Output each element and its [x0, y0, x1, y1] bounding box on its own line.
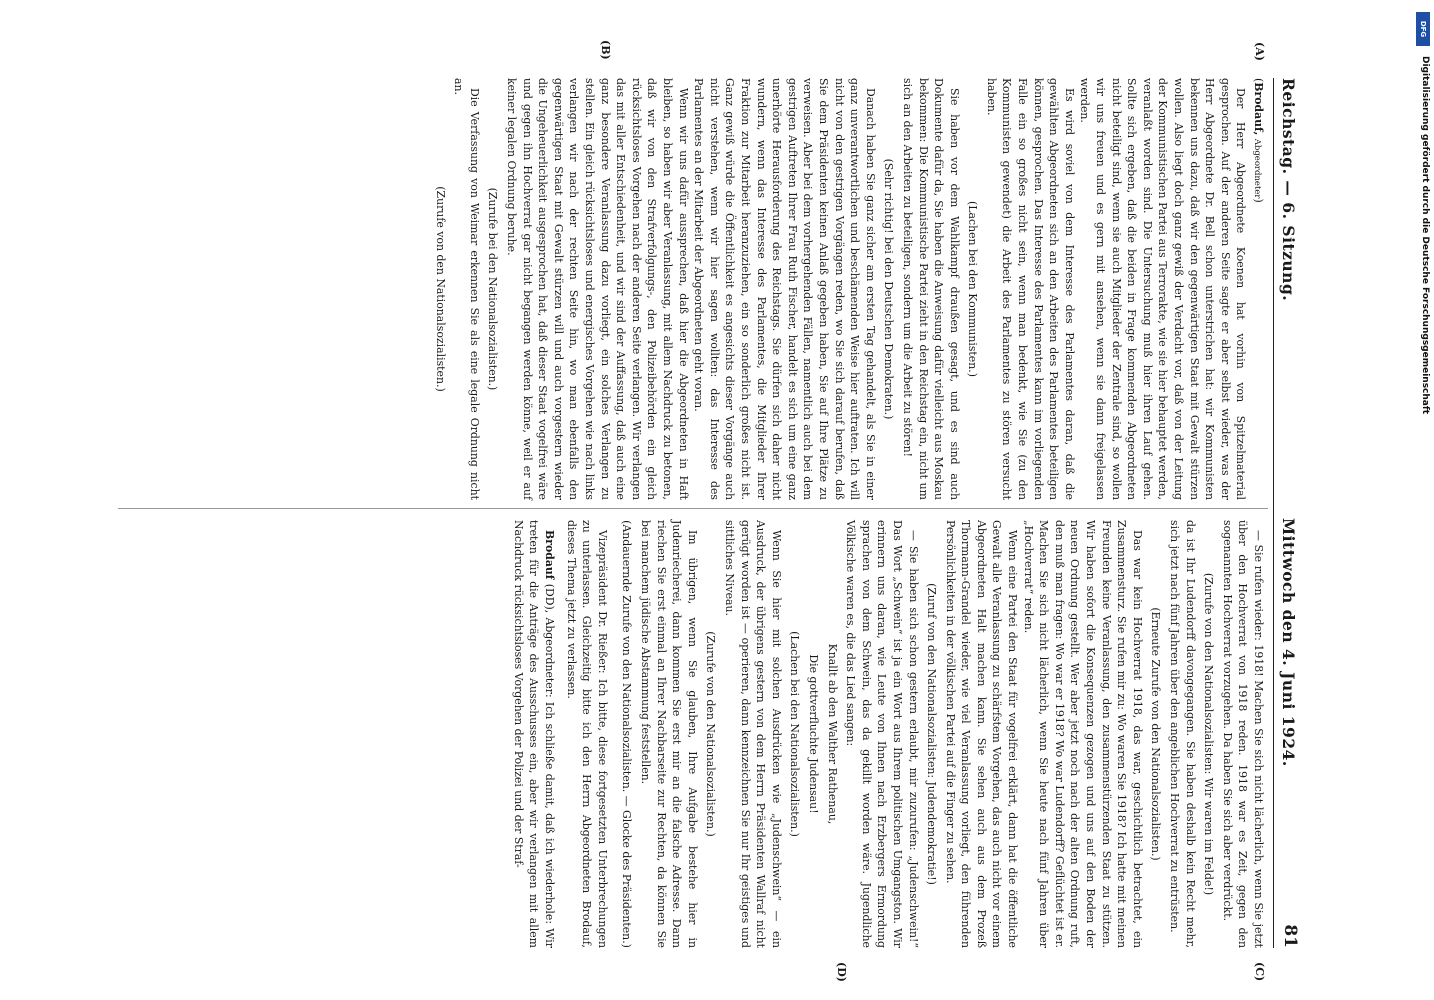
paragraph: Wenn Sie hier mit solchen Ausdrücken wie „Judenschwein“ — ein Ausdruck, der übrigens gestern von dem Herrn Präsidenten Wallraf nicht gerügt worden ist — operieren, dann kennzeichnen Sie nur Ihr geistiges und sittliches Niveau. — [723, 520, 783, 948]
paragraph: Es wird soviel von dem Interesse des Parlamentes daran, daß die gewählten Abgeordneten sich an den Arbeiten des Parlamentes beteiligen können, gesprochen. Das Interesse des Parlamentes kann im vorliegenden Falle ein so großes nicht sein, wenn man bedenkt, wie Sie (zu den Kommunisten gewendet) die Arbeit des Parlamentes zu stören versucht haben. — [984, 78, 1076, 500]
margin-marker-c: (C) — [1253, 962, 1266, 982]
margin-marker-b: (B) — [599, 40, 612, 60]
paragraph: Wenn eine Partei den Staat für vogelfrei erklärt, dann hat die öffentliche Gewalt alle Veranlassung zu schärfstem Vorgehen, das auch nicht vor einem Abgeordneten Halt machen kann. Sie sehen auch aus dem Prozeß Thormann-Grandel wieder, wie viel Veranlassung vorliegt, den führenden Persönlichkeiten in der völkischen Partei auf die Finger zu sehen. — [943, 520, 1020, 948]
running-header — [1273, 78, 1300, 948]
verse-line: Knallt ab den Walther Rathenau, — [825, 643, 839, 825]
paragraph: Der Herr Abgeordnete Koenen hat vorhin von Spitzelmaterial gesprochen. Auf der anderen Seite sagte er aber selbst wieder, was der Herr Abgeordnete Dr. Bell schon unterstrichen hat: wir Kommunisten bekennen uns dazu, daß wir den gegenwärtigen Staat mit Gewalt stürzen wollen. Also liegt doch ganz gewiß der Verdacht vor, daß von der Leitung der Kommunistischen Partei aus Terrorakte, wie sie hier behauptet werden, veranlaßt worden sind. Die Untersuchung muß hier ihren Lauf gehen. Sollte sich ergeben, daß die beiden in Frage kommenden Abgeordneten nicht beteiligt sind, wenn sie auch Mitglieder der Zentrale sind, so wollen wir uns freuen und es gern mit ansehen, wenn sie dann freigelassen werden. — [1078, 78, 1248, 500]
interjection: (Lachen bei den Nationalsozialisten.) — [788, 631, 802, 837]
paragraph: Wenn wir uns dafür aussprechen, daß hier die Abgeordneten in Haft bleiben, so haben wir aber Veranlassung, mit allem Nachdruck zu betonen, daß wir von den Strafverfolgungs-, den Polizeibehörden ein gleich rücksichtsloses Vorgehen nach der anderen Seite verlangen. Wir verlangen das mit aller Entschiedenheit, und wir sind der Auffassung, daß auch eine ganz besondere Veranlassung dazu vorliegt, ein solches Verlangen zu stellen. Ein gleich rücksichtsloses und energisches Vorgehen wie nach links verlangen wir nach der rechten Seite hin, wo man ebenfalls den gegenwärtigen Staat mit Gewalt stürzen will und auch vorgestern wieder die Ungeheuerlichkeit ausgesprochen hat, daß dieser Staat vogelfrei wäre und gegen ihn Hochverrat gar nicht begangen werden könne, weil er auf keiner legalen Ordnung beruhe. — [505, 78, 690, 500]
speaker-line: (Brodauf, Abgeordneter) — [1252, 78, 1265, 203]
paragraph: — Sie rufen wieder: 1918! Machen Sie sich nicht lächerlich, wenn Sie jetzt über den Hochverrat von 1918 reden. 1918 war es Zeit, gegen den sogenannten Hochverrat vorzugehen. Da haben Sie sich aber verdrückt. — [1220, 520, 1265, 948]
right-column — [510, 520, 1266, 948]
interjection: (Sehr richtig! bei den Deutschen Demokraten.) — [882, 158, 896, 420]
page-number: 81 — [1280, 924, 1300, 948]
paragraph: Die Verfassung von Weimar erkennen Sie als eine legale Ordnung nicht an. — [452, 78, 481, 500]
interjection: (Zuruf von den Nationalsozialisten: Judendemokratie!) — [925, 583, 939, 885]
dfg-badge-text: DFG — [1419, 20, 1427, 38]
interjection: (Andauernde Zurufe von den Nationalsozialisten. — Glocke des Präsidenten.) — [620, 520, 634, 948]
speaker-name: Brodauf, — [1252, 82, 1265, 136]
speaker-name: Brodauf — [543, 530, 557, 580]
rotated-page — [18, 0, 1318, 1000]
paragraph: Das war kein Hochverrat 1918, das war, geschichtlich betrachtet, ein Zusammensturz. Sie rufen mir zu: Wo waren Sie 1918? Ich hatte mit meinen Freunden keine Veranlassung, den zusammenstürzenden Staat zu stützen. Wir haben sofort die Konsequenzen gezogen und uns auf den Boden der neuen Ordnung gestellt. Wer aber jetzt noch nach der alten Ordnung ruft, den muß man fragen: Wo war er 1918? Wo war Ludendorff? Geflüchtet ist er. Machen Sie sich nicht lächerlich, wenn Sie heute nach fünf Jahren über „Hochverrat“ reden. — [1021, 520, 1144, 948]
margin-marker-d: (D) — [835, 962, 848, 982]
paragraph: Sie haben vor dem Wahlkampf draußen gesagt, und es sind auch Dokumente dafür da, Sie haben die Anweisung dafür vielleicht aus Moskau bekommen: Die Kommunistische Partei zieht in den Reichstag ein, nicht um sich an den Arbeiten zu beteiligen, sondern um die Arbeit zu stören! — [900, 78, 961, 500]
verse-line: Die gottverfluchte Judensau! — [806, 654, 820, 814]
margin-marker-a: (A) — [1253, 42, 1266, 61]
header-left: Reichstag. — 6. Sitzung. — [1279, 78, 1298, 302]
credit-text: Digitalisierung gefördert durch die Deutsche Forschungsgemeinschaft — [1420, 56, 1430, 415]
paragraph: da ist Ihr Ludendorff davongegangen. Sie haben deshalb kein Recht mehr, sich jetzt nach fünf Jahren über den angeblichen Hochverrat zu entrüsten. — [1168, 520, 1197, 948]
paragraph: Im übrigen, wenn Sie glauben, Ihre Aufgabe bestehe hier in Judenriecherei, dann kommen Sie erst mir an die falsche Adresse. Dann riechen Sie erst einmal an Ihrer Nachbarseite zur Rechten, da können Sie bei manchem jüdische Abstammung feststellen. — [639, 520, 699, 948]
digitization-strip — [1416, 6, 1430, 996]
paragraph: Ich schließe damit, daß ich wiederhole: Wir treten für die Anträge des Ausschusses ein, aber wir verlangen mit allem Nachdruck rücksichtsloses Vorgehen der Polizei und der Straf- — [511, 520, 557, 948]
interjection: (Erneute Zurufe von den Nationalsozialisten.) — [1149, 607, 1163, 861]
paragraph: — Sie haben sich schon gestern erlaubt, mir zuzurufen: „Judenschwein!“ Das Wort „Schwein“ ist ja ein Wort aus Ihrem politischen Umgangston. Wir erinnern uns daran, wie Leute von Ihnen nach Erzbergers Ermordung sprachen von dem Schwein, das da gekillt worden wäre. Jugendliche Völkische waren es, die das Lied sangen: — [844, 520, 920, 948]
speech-opening — [510, 520, 557, 948]
speaker-party: (DD), Abgeordneter: — [543, 583, 557, 698]
column-divider — [118, 508, 1268, 509]
interjection: (Zurufe bei den Nationalsozialisten.) — [486, 187, 500, 391]
dfg-logo — [1416, 12, 1430, 46]
credit-line — [1416, 56, 1430, 756]
interjection: (Zurufe von den Nationalsozialisten.) — [433, 186, 447, 392]
header-date: Mittwoch den 4. Juni 1924. — [1279, 518, 1298, 767]
left-column — [429, 78, 1266, 500]
interjection: (Zurufe von den Nationalsozialisten.) — [704, 631, 718, 837]
paragraph: Vizepräsident Dr. Rießer: Ich bitte, diese fortgesetzten Unterbrechungen zu unterlassen. Gleichzeitig bitte ich den Herrn Abgeordneten Brodauf, dieses Thema jetzt zu verlassen. — [564, 520, 609, 948]
interjection: (Zurufe von den Nationalsozialisten: Wir waren im Felde!) — [1202, 572, 1216, 896]
paragraph: Danach haben Sie ganz sicher am ersten Tag gehandelt, als Sie in einer ganz unverantwortlichen und beschämenden Weise hier auftraten. Ich will nicht von den gestrigen Vorgängen reden, wo Sie sich darauf berufen, daß Sie dem Präsidenten keinen Anlaß gegeben haben, Sie auf Ihre Plätze zu verweisen. Aber bei dem vorhergehenden Fällen, namentlich auch bei dem gestrigen Auftreten Ihrer Frau Ruth Fischer, handelt es sich um eine ganz unerhörte Herausforderung des Reichstags. Sie dürfen sich daher nicht wundern, wenn das Interesse des Parlamentes, die Mitglieder Ihrer Fraktion zur Mitarbeit heranzuziehen, ein so sonderlich großes nicht ist. Ganz gewiß würde die Öffentlichkeit es angesichts dieser Vorgänge auch nicht verstehen, wenn wir hier sagen wollten: das Interesse des Parlamentes an der Mitarbeit der Abgeordneten geht voran. — [692, 78, 877, 500]
interjection: (Lachen bei den Kommunisten.) — [966, 201, 980, 377]
speaker-role: Abgeordneter — [1252, 138, 1262, 199]
